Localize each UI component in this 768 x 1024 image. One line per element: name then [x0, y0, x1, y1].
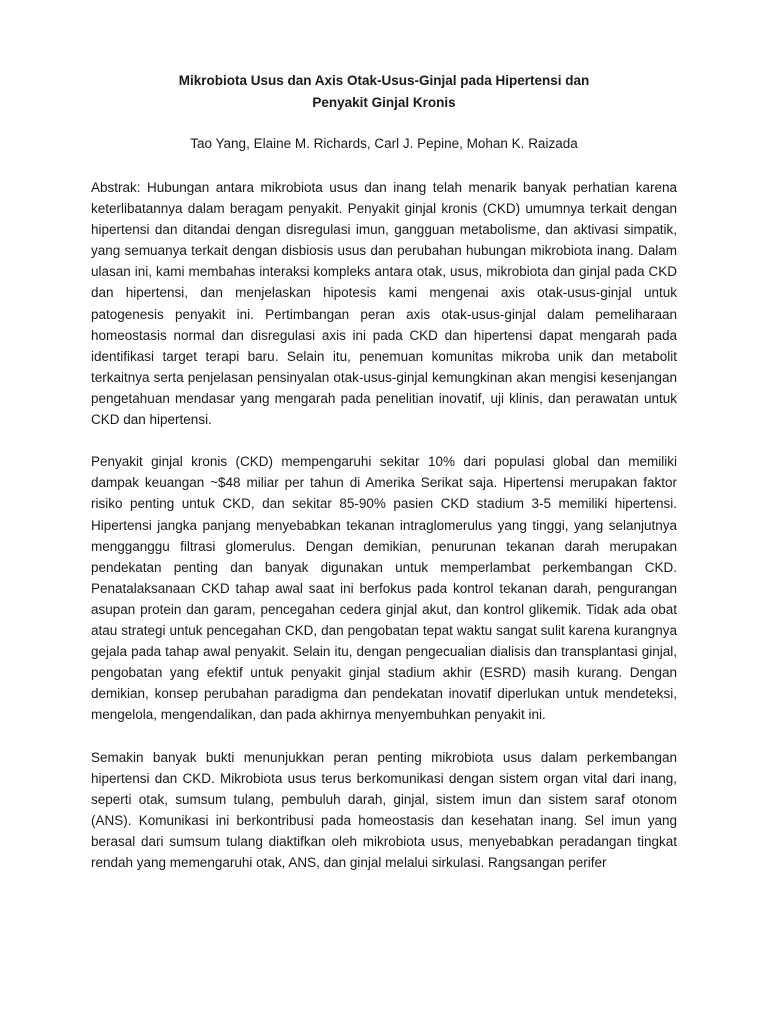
body-paragraph: Semakin banyak bukti menunjukkan peran penting mikrobiota usus dalam perkembangan hipertensi dan CKD. Mikrobiota usus terus berkomunikasi dengan sistem organ vital dari inang, seperti otak, sumsum tulang, pembuluh darah, ginjal, sistem imun dan sistem saraf otonom (ANS). Komunikasi ini berkontribusi pada homeostasis dan kesehatan inang. Sel imun yang berasal dari sumsum tulang diaktifkan oleh mikrobiota usus, menyebabkan peradangan tingkat rendah yang memengaruhi otak, ANS, dan ginjal melalui sirkulasi. Rangsangan perifer: [91, 749, 677, 870]
title-line-1: Mikrobiota Usus dan Axis Otak-Usus-Ginjal pada Hipertensi dan: [178, 73, 590, 88]
title-line-2: Penyakit Ginjal Kronis: [312, 95, 456, 110]
author-list: Tao Yang, Elaine M. Richards, Carl J. Pepine, Mohan K. Raizada: [190, 136, 578, 151]
body-paragraph: Penyakit ginjal kronis (CKD) mempengaruhi sekitar 10% dari populasi global dan memiliki dampak keuangan ~$48 miliar per tahun di Amerika Serikat saja. Hipertensi merupakan faktor risiko penting untuk CKD, dan sekitar 85-90% pasien CKD stadium 3-5 memiliki hipertensi. Hipertensi jangka panjang menyebabkan tekanan intraglomerulus yang tinggi, yang selanjutnya mengganggu filtrasi glomerulus. Dengan demikian, penurunan tekanan darah merupakan pendekatan penting dan banyak digunakan untuk memperlambat perkembangan CKD. Penatalaksanaan CKD tahap awal saat ini berfokus pada kontrol tekanan darah, pengurangan asupan protein dan garam, pencegahan cedera ginjal akut, dan kontrol glikemik. Tidak ada obat atau strategi untuk pencegahan CKD, dan pengobatan tepat waktu sangat sulit karena kurangnya gejala pada tahap awal penyakit. Selain itu, dengan pengecualian dialisis dan transplantasi ginjal, pengobatan yang efektif untuk penyakit ginjal stadium akhir (ESRD) masih kurang. Dengan demikian, konsep perubahan paradigma dan pendekatan inovatif diperlukan untuk mendeteksi, mengelola, mengendalikan, dan pada akhirnya menyembuhkan penyakit ini.: [91, 454, 677, 723]
abstract-paragraph: Abstrak: Hubungan antara mikrobiota usus dan inang telah menarik banyak perhatian karena keterlibatannya dalam beragam penyakit. Penyakit ginjal kronis (CKD) umumnya terkait dengan hipertensi dan ditandai dengan disregulasi imun, gangguan metabolisme, dan aktivasi simpatik, yang semuanya terkait dengan disbiosis usus dan perubahan hubungan mikrobiota inang. Dalam ulasan ini, kami membahas interaksi kompleks antara otak, usus, mikrobiota dan ginjal pada CKD dan hipertensi, dan menjelaskan hipotesis kami mengenai axis otak-usus-ginjal untuk patogenesis penyakit ini. Pertimbangan peran axis otak-usus-ginjal dalam pemeliharaan homeostasis normal dan disregulasi axis ini pada CKD dan hipertensi dapat mengarah pada identifikasi target terapi baru. Selain itu, penemuan komunitas mikroba unik dan metabolit terkaitnya serta penjelasan pensinyalan otak-usus-ginjal kemungkinan akan mengisi kesenjangan pengetahuan mendasar yang mengarah pada penelitian inovatif, uji klinis, dan perawatan untuk CKD dan hipertensi.: [91, 180, 677, 428]
document-body: [91, 177, 677, 894]
document-title: [0, 70, 768, 114]
